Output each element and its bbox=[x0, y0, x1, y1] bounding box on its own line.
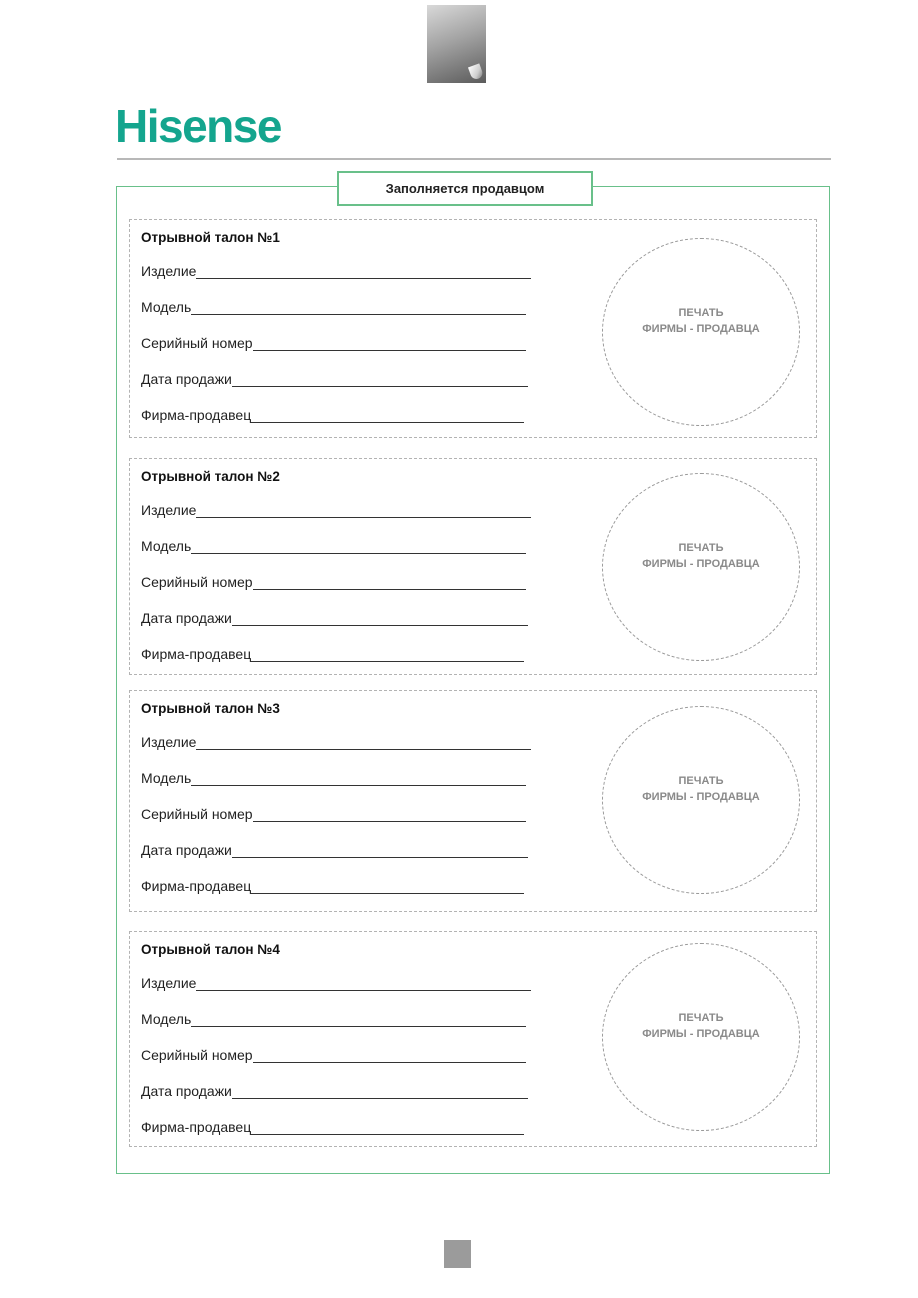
stamp-text-line1: ПЕЧАТЬ bbox=[678, 307, 724, 319]
model-field[interactable] bbox=[141, 1011, 526, 1027]
model-input-line[interactable] bbox=[191, 300, 526, 315]
serial-field[interactable] bbox=[141, 335, 526, 351]
serial-input-line[interactable] bbox=[253, 336, 526, 351]
model-input-line[interactable] bbox=[191, 771, 526, 786]
sale-date-input-line[interactable] bbox=[232, 1084, 528, 1099]
seller-input-line[interactable] bbox=[251, 408, 524, 423]
stamp-text-line2: ФИРМЫ - ПРОДАВЦА bbox=[642, 323, 760, 335]
serial-field[interactable] bbox=[141, 806, 526, 822]
serial-label: Серийный номер bbox=[141, 806, 253, 822]
seller-field[interactable] bbox=[141, 1119, 524, 1135]
sale-date-label: Дата продажи bbox=[141, 842, 232, 858]
stamp-circle bbox=[602, 238, 800, 426]
model-field[interactable] bbox=[141, 538, 526, 554]
product-field[interactable] bbox=[141, 975, 531, 991]
product-input-line[interactable] bbox=[196, 503, 531, 518]
sale-date-input-line[interactable] bbox=[232, 611, 528, 626]
product-label: Изделие bbox=[141, 734, 197, 750]
stamp-text-line1: ПЕЧАТЬ bbox=[678, 542, 724, 554]
sale-date-field[interactable] bbox=[141, 610, 528, 626]
seller-section-title: Заполняется продавцом bbox=[337, 171, 593, 206]
product-input-line[interactable] bbox=[196, 976, 531, 991]
model-label: Модель bbox=[141, 538, 192, 554]
seller-input-line[interactable] bbox=[251, 1120, 524, 1135]
product-label: Изделие bbox=[141, 263, 197, 279]
product-field[interactable] bbox=[141, 263, 531, 279]
product-field[interactable] bbox=[141, 502, 531, 518]
serial-field[interactable] bbox=[141, 1047, 526, 1063]
serial-input-line[interactable] bbox=[253, 807, 526, 822]
tear-off-coupon bbox=[129, 219, 817, 438]
stamp-text-line1: ПЕЧАТЬ bbox=[678, 1012, 724, 1024]
sale-date-input-line[interactable] bbox=[232, 843, 528, 858]
serial-label: Серийный номер bbox=[141, 335, 253, 351]
tear-off-coupon bbox=[129, 931, 817, 1147]
seller-label: Фирма-продавец bbox=[141, 1119, 252, 1135]
model-field[interactable] bbox=[141, 299, 526, 315]
sale-date-label: Дата продажи bbox=[141, 1083, 232, 1099]
sale-date-label: Дата продажи bbox=[141, 610, 232, 626]
coupon-title: Отрывной талон №2 bbox=[141, 469, 280, 484]
model-input-line[interactable] bbox=[191, 539, 526, 554]
hisense-logo: Hisense bbox=[115, 100, 281, 152]
coupon-title: Отрывной талон №4 bbox=[141, 942, 280, 957]
serial-input-line[interactable] bbox=[253, 575, 526, 590]
stamp-text-line2: ФИРМЫ - ПРОДАВЦА bbox=[642, 791, 760, 803]
coupon-title: Отрывной талон №3 bbox=[141, 701, 280, 716]
header-divider bbox=[117, 158, 831, 160]
stamp-text-line1: ПЕЧАТЬ bbox=[678, 775, 724, 787]
seller-input-line[interactable] bbox=[251, 647, 524, 662]
model-field[interactable] bbox=[141, 770, 526, 786]
seller-field[interactable] bbox=[141, 407, 524, 423]
product-label: Изделие bbox=[141, 975, 197, 991]
sale-date-field[interactable] bbox=[141, 1083, 528, 1099]
product-field[interactable] bbox=[141, 734, 531, 750]
seller-label: Фирма-продавец bbox=[141, 878, 252, 894]
sale-date-field[interactable] bbox=[141, 842, 528, 858]
model-input-line[interactable] bbox=[191, 1012, 526, 1027]
seller-label: Фирма-продавец bbox=[141, 407, 252, 423]
page-curl-icon bbox=[468, 63, 484, 80]
stamp-text-line2: ФИРМЫ - ПРОДАВЦА bbox=[642, 1028, 760, 1040]
page-number-box bbox=[444, 1240, 471, 1268]
model-label: Модель bbox=[141, 1011, 192, 1027]
seller-input-line[interactable] bbox=[251, 879, 524, 894]
product-label: Изделие bbox=[141, 502, 197, 518]
tear-off-coupon bbox=[129, 690, 817, 912]
sale-date-label: Дата продажи bbox=[141, 371, 232, 387]
stamp-text-line2: ФИРМЫ - ПРОДАВЦА bbox=[642, 558, 760, 570]
seller-label: Фирма-продавец bbox=[141, 646, 252, 662]
model-label: Модель bbox=[141, 299, 192, 315]
model-label: Модель bbox=[141, 770, 192, 786]
product-input-line[interactable] bbox=[196, 735, 531, 750]
serial-field[interactable] bbox=[141, 574, 526, 590]
stamp-circle bbox=[602, 943, 800, 1131]
stamp-circle bbox=[602, 473, 800, 661]
serial-input-line[interactable] bbox=[253, 1048, 526, 1063]
page-corner-tab bbox=[427, 5, 486, 83]
serial-label: Серийный номер bbox=[141, 1047, 253, 1063]
stamp-circle bbox=[602, 706, 800, 894]
product-input-line[interactable] bbox=[196, 264, 531, 279]
seller-field[interactable] bbox=[141, 878, 524, 894]
sale-date-field[interactable] bbox=[141, 371, 528, 387]
coupon-title: Отрывной талон №1 bbox=[141, 230, 280, 245]
tear-off-coupon bbox=[129, 458, 817, 675]
sale-date-input-line[interactable] bbox=[232, 372, 528, 387]
seller-field[interactable] bbox=[141, 646, 524, 662]
serial-label: Серийный номер bbox=[141, 574, 253, 590]
